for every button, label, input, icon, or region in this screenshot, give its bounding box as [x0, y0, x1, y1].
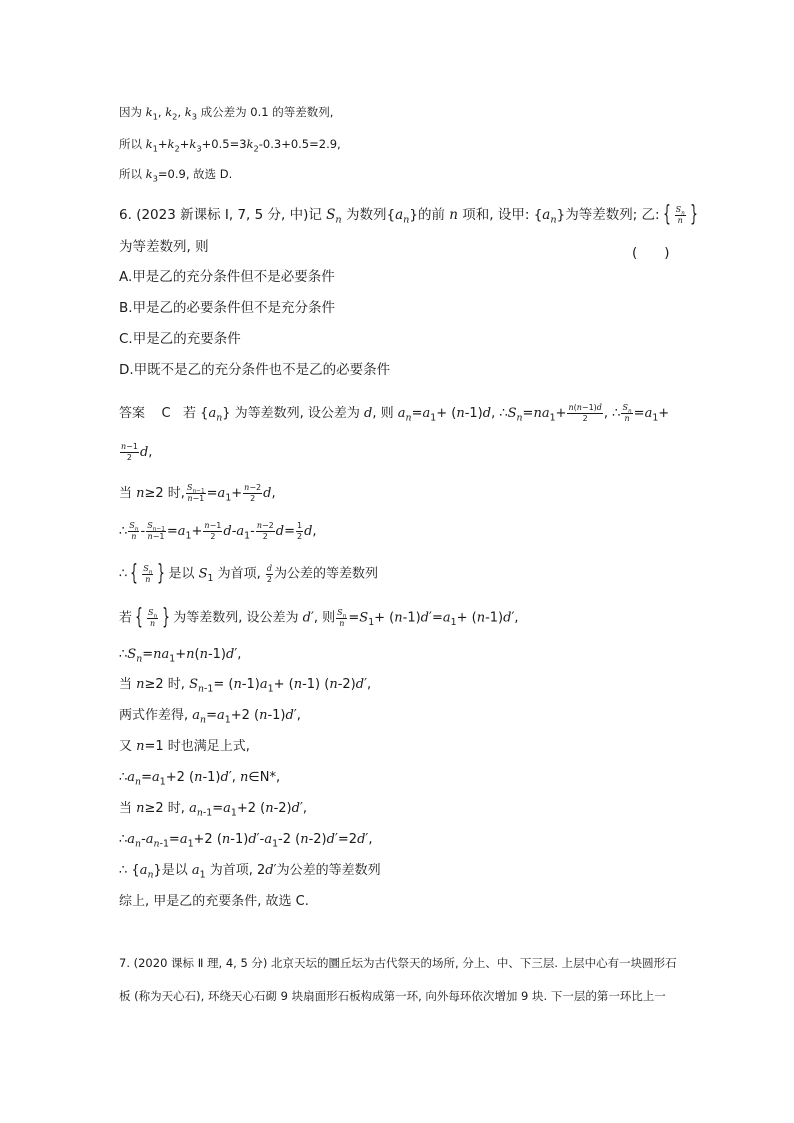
option-d: D.甲既不是乙的充分条件也不是乙的必要条件 — [119, 362, 391, 378]
solution-line-11: $\therefore a_n=a_1+2$ (n-1)d′, n∈N*, — [119, 770, 281, 788]
option-a: A.甲是乙的充分条件但不是必要条件 — [119, 269, 335, 285]
solution-line-3: 当 n≥2 时, $\frac{S_{n-1}}{n-1}$ $=a_1+$ $\frac{n-2}{2}$ d, — [119, 483, 276, 504]
solution-line-5: ∴ { $\frac{S_n}{n}$ } 是以 $S_1$ 为首项, $\frac{d}{2}$ 为公差的等差数列 — [119, 561, 379, 586]
solution-line-13: $\therefore a_n-a_{n-1}=a_1+2$ $(n-1)d'-a_1-2$ (n-2)d′=2d′, — [119, 832, 373, 850]
answer-blank: ( ) — [632, 245, 670, 261]
solution-conclusion: 综上, 甲是乙的充要条件, 故选 C. — [119, 894, 309, 909]
option-b: B.甲是乙的必要条件但不是充分条件 — [119, 300, 336, 316]
question-7-line-2: 板 (称为天心石), 环绕天心石砌 9 块扇面形石板构成第一环, 向外每环依次增加 9 块. 下一层的第一环比上一 — [119, 989, 666, 1003]
solution-line-8: 当 n≥2 时, $S_{n-1}= (n-1)a_1+ (n-1)$ (n-2)d′, — [119, 677, 372, 695]
question-number: 6. — [119, 207, 132, 223]
prev-solution-line-2: 所以 $k_1+k_2+k_3+0.5=3k_2-0.3+0.5=2.9$, — [119, 137, 341, 154]
question-6-stem-cont: 为等差数列, 则 — [119, 239, 209, 255]
prev-solution-line-3: 所以 $k_3=0.9$, 故选 D. — [119, 167, 233, 184]
question-source: (2023 新课标 Ⅰ, 7, 5 分, 中) — [136, 207, 309, 223]
solution-line-9: 两式作差得, $a_n=a_1+2$ (n-1)d′, — [119, 708, 301, 726]
answer-label: 答案 — [119, 406, 146, 421]
solution-line-2: $\frac{n-1}{2}$ d, — [121, 442, 153, 462]
option-c: C.甲是乙的充要条件 — [119, 331, 241, 347]
solution-line-14: ∴ $\{a_n\}$是以 $a_1$ 为首项, 2d′为公差的等差数列 — [119, 863, 381, 881]
question-7-line-1: 7. (2020 课标 Ⅱ 理, 4, 5 分) 北京天坛的圜丘坛为古代祭天的场所, 分上、中、下三层. 上层中心有一块圆形石 — [119, 956, 677, 970]
solution-line-6: 若 { $\frac{S_n}{n}$ } 为等差数列, 设公差为 d′, 则 $\frac{S_n}{n}$ $=S_1+ (n-1)d'=a_1+ (n-1)d'$, — [119, 605, 519, 630]
solution-line-1: 答案 C 若 $\{a_n\}$ 为等差数列, 设公差为 d, 则 $a_n=a_1+ (n-1)d$, $\therefore S_n=na_1+$ $\frac{n(n-1)d}{2}$ , ∴ $\frac{S_n}{n}$ $=a_1+$ — [119, 403, 670, 424]
answer-value: C — [161, 406, 171, 421]
question-6-stem: 6. (2023 新课标 Ⅰ, 7, 5 分, 中)记 $S_n$ 为数列$\{a_n\}$的前 n 项和, 设甲: $\{a_n\}$为等差数列; 乙: { $\frac{S_n}{n}$ } — [119, 204, 701, 226]
sequence-sn-over-n: { $\frac{S_n}{n}$ } — [662, 202, 698, 227]
solution-line-12: 当 n≥2 时, $a_{n-1}=a_1+2$ (n-2)d′, — [119, 801, 308, 819]
solution-line-4: ∴ $\frac{S_n}{n}$ - $\frac{S_{n-1}}{n-1}$ $=a_1+$ $\frac{n-1}{2}$ $d-a_1-$ $\frac{n-2}{2}$ d= $\frac{1}{2}$ d, — [119, 521, 317, 542]
prev-solution-line-1: 因为 $k_1$, $k_2$, $k_3$ 成公差为 0.1 的等差数列, — [119, 105, 334, 122]
solution-line-10: 又 n=1 时也满足上式, — [119, 739, 250, 754]
solution-line-7: $\therefore S_n=na_1+n(n-1)d'$, — [119, 647, 242, 665]
